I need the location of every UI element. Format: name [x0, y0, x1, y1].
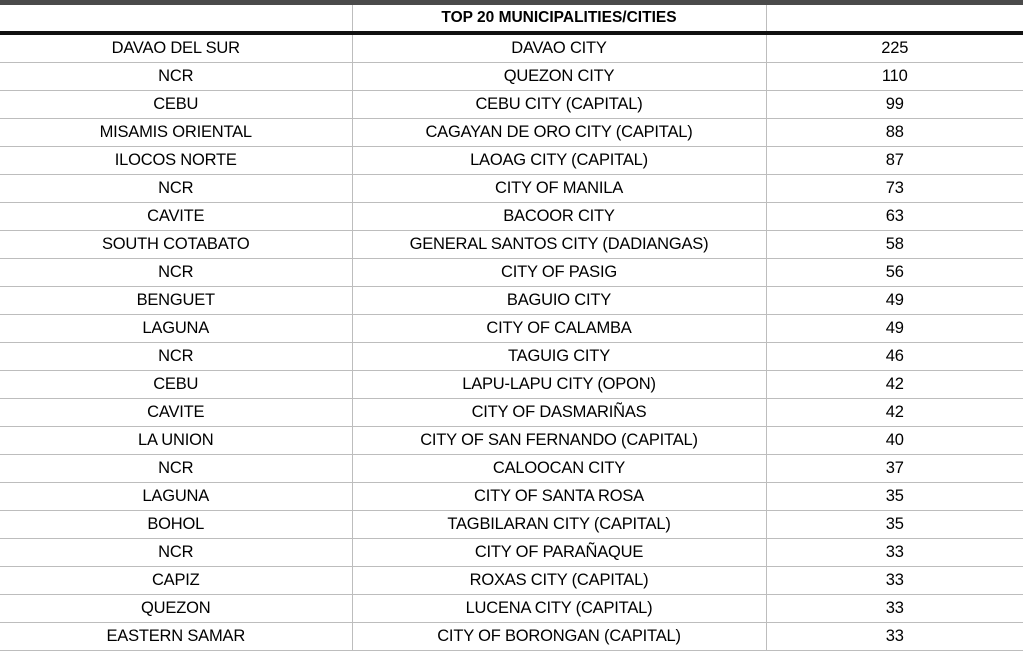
city-cell[interactable]: CEBU CITY (CAPITAL) [352, 91, 766, 119]
header-cell-blank [766, 5, 1023, 33]
count-cell[interactable]: 110 [766, 63, 1023, 91]
city-cell[interactable]: CITY OF PASIG [352, 259, 766, 287]
table-row [0, 567, 1023, 595]
province-cell[interactable]: EASTERN SAMAR [0, 623, 352, 651]
city-cell[interactable]: TAGUIG CITY [352, 343, 766, 371]
city-cell[interactable]: GENERAL SANTOS CITY (DADIANGAS) [352, 231, 766, 259]
table-row [0, 483, 1023, 511]
province-cell[interactable]: LA UNION [0, 427, 352, 455]
table-row [0, 511, 1023, 539]
table-row [0, 287, 1023, 315]
city-cell[interactable]: ROXAS CITY (CAPITAL) [352, 567, 766, 595]
province-cell[interactable]: CAVITE [0, 203, 352, 231]
table-body [0, 33, 1023, 651]
count-cell[interactable]: 40 [766, 427, 1023, 455]
city-cell[interactable]: LAPU-LAPU CITY (OPON) [352, 371, 766, 399]
count-cell[interactable]: 58 [766, 231, 1023, 259]
table-row [0, 623, 1023, 651]
province-cell[interactable]: DAVAO DEL SUR [0, 33, 352, 63]
city-cell[interactable]: CITY OF MANILA [352, 175, 766, 203]
province-cell[interactable]: QUEZON [0, 595, 352, 623]
table-title: TOP 20 MUNICIPALITIES/CITIES [352, 5, 766, 33]
city-cell[interactable]: TAGBILARAN CITY (CAPITAL) [352, 511, 766, 539]
count-cell[interactable]: 88 [766, 119, 1023, 147]
count-cell[interactable]: 35 [766, 511, 1023, 539]
table-row [0, 63, 1023, 91]
province-cell[interactable]: NCR [0, 175, 352, 203]
table-row [0, 371, 1023, 399]
city-cell[interactable]: LUCENA CITY (CAPITAL) [352, 595, 766, 623]
province-cell[interactable]: LAGUNA [0, 315, 352, 343]
count-cell[interactable]: 33 [766, 539, 1023, 567]
count-cell[interactable]: 49 [766, 287, 1023, 315]
province-cell[interactable]: SOUTH COTABATO [0, 231, 352, 259]
table-row [0, 455, 1023, 483]
province-cell[interactable]: NCR [0, 539, 352, 567]
province-cell[interactable]: ILOCOS NORTE [0, 147, 352, 175]
count-cell[interactable]: 33 [766, 595, 1023, 623]
province-cell[interactable]: NCR [0, 259, 352, 287]
top-municipalities-table [0, 5, 1023, 651]
count-cell[interactable]: 33 [766, 567, 1023, 595]
city-cell[interactable]: BAGUIO CITY [352, 287, 766, 315]
table-row [0, 315, 1023, 343]
count-cell[interactable]: 42 [766, 399, 1023, 427]
count-cell[interactable]: 225 [766, 33, 1023, 63]
count-cell[interactable]: 35 [766, 483, 1023, 511]
count-cell[interactable]: 42 [766, 371, 1023, 399]
province-cell[interactable]: CEBU [0, 91, 352, 119]
table-row [0, 231, 1023, 259]
table-row [0, 203, 1023, 231]
city-cell[interactable]: CITY OF SAN FERNANDO (CAPITAL) [352, 427, 766, 455]
count-cell[interactable]: 33 [766, 623, 1023, 651]
table-row [0, 147, 1023, 175]
count-cell[interactable]: 49 [766, 315, 1023, 343]
table-row [0, 33, 1023, 63]
province-cell[interactable]: BENGUET [0, 287, 352, 315]
province-cell[interactable]: MISAMIS ORIENTAL [0, 119, 352, 147]
table-row [0, 539, 1023, 567]
table-row [0, 595, 1023, 623]
province-cell[interactable]: NCR [0, 455, 352, 483]
table-row [0, 259, 1023, 287]
province-cell[interactable]: LAGUNA [0, 483, 352, 511]
table-row [0, 119, 1023, 147]
city-cell[interactable]: CITY OF CALAMBA [352, 315, 766, 343]
province-cell[interactable]: CAPIZ [0, 567, 352, 595]
city-cell[interactable]: CITY OF SANTA ROSA [352, 483, 766, 511]
province-cell[interactable]: CEBU [0, 371, 352, 399]
count-cell[interactable]: 87 [766, 147, 1023, 175]
table-row [0, 427, 1023, 455]
table-row [0, 175, 1023, 203]
header-row [0, 5, 1023, 33]
province-cell[interactable]: CAVITE [0, 399, 352, 427]
count-cell[interactable]: 99 [766, 91, 1023, 119]
city-cell[interactable]: BACOOR CITY [352, 203, 766, 231]
province-cell[interactable]: BOHOL [0, 511, 352, 539]
table-row [0, 399, 1023, 427]
table-row [0, 343, 1023, 371]
city-cell[interactable]: CITY OF DASMARIÑAS [352, 399, 766, 427]
table-row [0, 91, 1023, 119]
city-cell[interactable]: CITY OF PARAÑAQUE [352, 539, 766, 567]
count-cell[interactable]: 73 [766, 175, 1023, 203]
city-cell[interactable]: CITY OF BORONGAN (CAPITAL) [352, 623, 766, 651]
header-cell-blank [0, 5, 352, 33]
count-cell[interactable]: 46 [766, 343, 1023, 371]
city-cell[interactable]: DAVAO CITY [352, 33, 766, 63]
count-cell[interactable]: 56 [766, 259, 1023, 287]
city-cell[interactable]: QUEZON CITY [352, 63, 766, 91]
count-cell[interactable]: 63 [766, 203, 1023, 231]
province-cell[interactable]: NCR [0, 343, 352, 371]
count-cell[interactable]: 37 [766, 455, 1023, 483]
city-cell[interactable]: CAGAYAN DE ORO CITY (CAPITAL) [352, 119, 766, 147]
province-cell[interactable]: NCR [0, 63, 352, 91]
city-cell[interactable]: CALOOCAN CITY [352, 455, 766, 483]
city-cell[interactable]: LAOAG CITY (CAPITAL) [352, 147, 766, 175]
